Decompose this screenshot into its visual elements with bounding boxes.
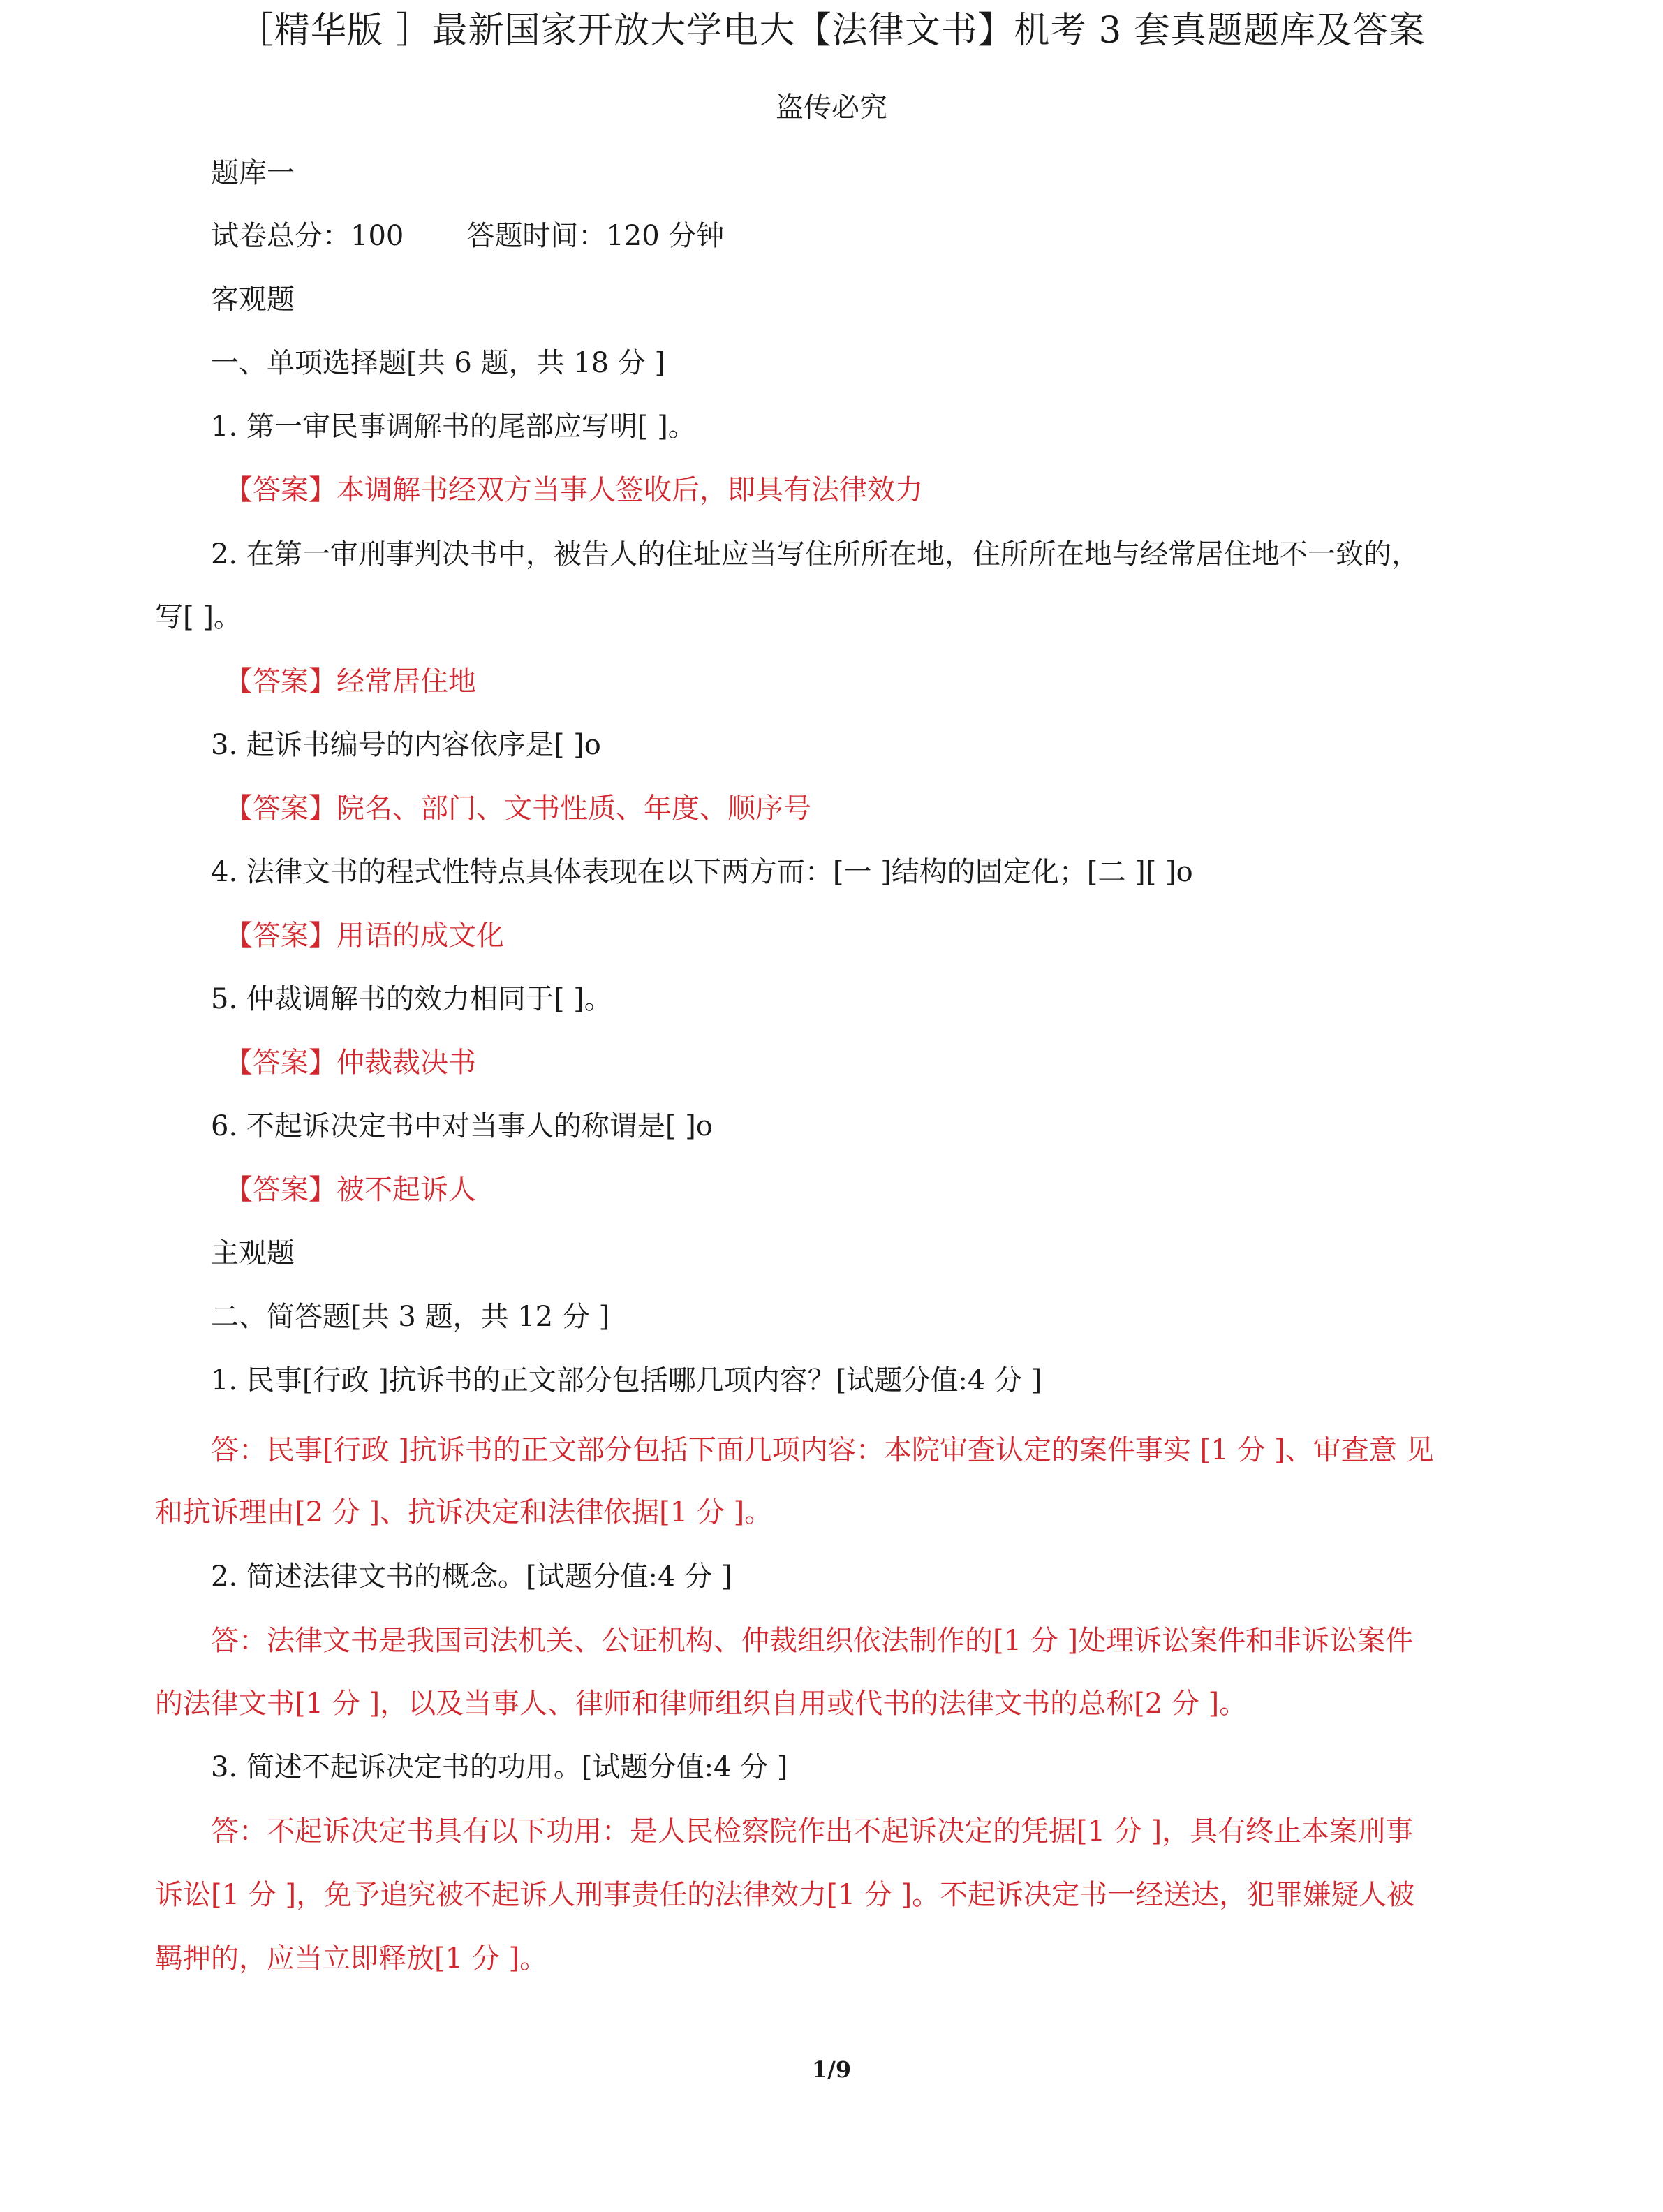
- section-1-heading: 一、单项选择题[共 6 题，共 18 分 ]: [211, 347, 666, 379]
- answer-3: 【答案】院名、部门、文书性质、年度、顺序号: [225, 792, 811, 825]
- short-answer-2-line-2: 的法律文书[1 分 ]，以及当事人、律师和律师组织自用或代书的法律文书的总称[2 分 ]。: [155, 1688, 1248, 1720]
- answer-5: 【答案】仲裁裁决书: [225, 1047, 476, 1079]
- short-answer-3-line-1: 答：不起诉决定书具有以下功用：是人民检察院作出不起诉决定的凭据[1 分 ]，具有终止本案刑事: [211, 1815, 1414, 1848]
- exam-time: 答题时间：120 分钟: [466, 220, 725, 252]
- bank-label: 题库一: [211, 157, 295, 189]
- document-title: ［精华版 ］最新国家开放大学电大【法律文书】机考 3 套真题题库及答案: [237, 10, 1426, 52]
- question-6: 6. 不起诉决定书中对当事人的称谓是[ ]o: [211, 1110, 713, 1142]
- answer-6: 【答案】被不起诉人: [225, 1174, 476, 1206]
- short-answer-3-line-2: 诉讼[1 分 ]，免予追究被不起诉人刑事责任的法律效力[1 分 ]。不起诉决定书一经送达，犯罪嫌疑人被: [155, 1879, 1415, 1911]
- exam-info: [211, 216, 724, 256]
- total-score: 试卷总分：100: [211, 220, 404, 252]
- subjective-heading: 主观题: [211, 1237, 295, 1269]
- question-3: 3. 起诉书编号的内容依序是[ ]o: [211, 729, 601, 761]
- answer-4: 【答案】用语的成文化: [225, 920, 504, 952]
- page-number: 1/9: [811, 2056, 852, 2083]
- document-subtitle: 盗传必究: [776, 91, 887, 124]
- section-2-heading: 二、简答题[共 3 题，共 12 分 ]: [211, 1301, 610, 1333]
- objective-heading: 客观题: [211, 283, 295, 316]
- short-question-2: 2. 简述法律文书的概念。[试题分值:4 分 ]: [211, 1561, 732, 1593]
- answer-1: 【答案】本调解书经双方当事人签收后，即具有法律效力: [225, 474, 923, 506]
- short-question-3: 3. 简述不起诉决定书的功用。[试题分值:4 分 ]: [211, 1751, 788, 1783]
- question-5: 5. 仲裁调解书的效力相同于[ ]。: [211, 983, 612, 1015]
- short-answer-1-line-1: 答：民事[行政 ]抗诉书的正文部分包括下面几项内容：本院审查认定的案件事实 [1 分 ]、审查意 见: [211, 1434, 1434, 1466]
- short-question-1: 1. 民事[行政 ]抗诉书的正文部分包括哪几项内容？[试题分值:4 分 ]: [211, 1364, 1042, 1396]
- short-answer-1-line-2: 和抗诉理由[2 分 ]、抗诉决定和法律依据[1 分 ]。: [155, 1496, 773, 1528]
- question-2-line-1: 2. 在第一审刑事判决书中，被告人的住址应当写住所所在地，住所所在地与经常居住地不一致的，: [211, 538, 1419, 570]
- question-4: 4. 法律文书的程式性特点具体表现在以下两方而：[一 ]结构的固定化；[二 ][ ]o: [211, 856, 1193, 888]
- short-answer-2-line-1: 答：法律文书是我国司法机关、公证机构、仲裁组织依法制作的[1 分 ]处理诉讼案件和非诉讼案件: [211, 1625, 1414, 1657]
- question-2-line-2: 写[ ]。: [155, 601, 242, 633]
- question-1: 1. 第一审民事调解书的尾部应写明[ ]。: [211, 411, 696, 443]
- short-answer-3-line-3: 羁押的，应当立即释放[1 分 ]。: [155, 1942, 548, 1975]
- answer-2: 【答案】经常居住地: [225, 665, 476, 698]
